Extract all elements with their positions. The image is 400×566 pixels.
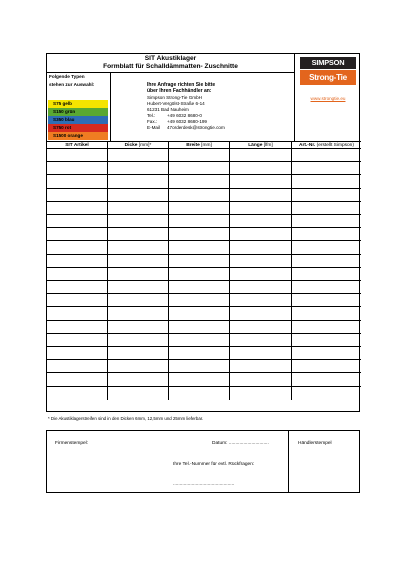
table-cell[interactable]: [47, 189, 108, 201]
column-header-unit: [lfm]: [263, 143, 273, 148]
table-row: [47, 268, 361, 281]
company-street: Hubert-Vergölst-Straße 6-14: [147, 101, 205, 106]
table-row: [47, 294, 361, 307]
table-cell[interactable]: [230, 268, 292, 280]
table-cell[interactable]: [47, 162, 108, 174]
table-cell[interactable]: [47, 268, 108, 280]
table-cell[interactable]: [292, 307, 361, 319]
table-cell[interactable]: [47, 175, 108, 187]
table-cell[interactable]: [169, 162, 230, 174]
table-row: [47, 228, 361, 241]
table-row: [47, 241, 361, 254]
type-item-s750: S750 rot: [48, 124, 108, 132]
stamp-box: [46, 430, 360, 493]
table-cell[interactable]: [47, 202, 108, 214]
table-cell[interactable]: [169, 334, 230, 346]
table-row: [47, 175, 361, 188]
table-cell[interactable]: [47, 149, 108, 161]
table-cell[interactable]: [108, 307, 169, 319]
table-cell[interactable]: [230, 360, 292, 372]
table-cell[interactable]: [230, 281, 292, 293]
table-cell[interactable]: [169, 347, 230, 359]
table-cell[interactable]: [108, 321, 169, 333]
form-subtitle: Formblatt für Schalldämmatten- Zuschnitte: [103, 63, 238, 70]
table-cell[interactable]: [169, 281, 230, 293]
table-cell[interactable]: [108, 334, 169, 346]
table-cell[interactable]: [230, 202, 292, 214]
table-cell[interactable]: [108, 268, 169, 280]
form-title-box: [47, 54, 295, 73]
table-cell[interactable]: [108, 189, 169, 201]
table-cell[interactable]: [108, 149, 169, 161]
table-cell[interactable]: [230, 215, 292, 227]
contact-heading: Ihre Anfrage richten Sie bitte: [147, 82, 216, 88]
table-cell[interactable]: [169, 294, 230, 306]
table-row: [47, 334, 361, 347]
table-cell[interactable]: [108, 294, 169, 306]
types-legend: [47, 73, 111, 141]
table-cell[interactable]: [108, 175, 169, 187]
table-cell[interactable]: [169, 215, 230, 227]
website-link[interactable]: www.strongtie.eu: [310, 96, 346, 101]
table-cell[interactable]: [108, 255, 169, 267]
table-row: [47, 281, 361, 294]
column-header: [47, 142, 108, 148]
stamp-divider: [288, 431, 289, 492]
column-header-label: SIT Artikel: [65, 143, 89, 148]
table-cell[interactable]: [292, 189, 361, 201]
table-cell[interactable]: [169, 202, 230, 214]
table-cell[interactable]: [169, 228, 230, 240]
table-cell[interactable]: [169, 373, 230, 385]
table-cell[interactable]: [47, 321, 108, 333]
phone-question: Ihre Tel.-Nummer für evtl. Rückfragen:: [173, 462, 255, 467]
table-row: [47, 255, 361, 268]
table-cell[interactable]: [169, 307, 230, 319]
column-header: [230, 142, 292, 148]
company-name: Simpson Strong-Tie GmbH: [147, 95, 202, 100]
date-field[interactable]: Datum: ..............................: [212, 441, 269, 446]
table-cell[interactable]: [47, 307, 108, 319]
table-cell[interactable]: [108, 387, 169, 400]
table-cell[interactable]: [47, 334, 108, 346]
table-cell[interactable]: [230, 175, 292, 187]
simpson-logo: SIMPSON: [300, 57, 356, 69]
table-cell[interactable]: [230, 307, 292, 319]
table-cell[interactable]: [230, 162, 292, 174]
contact-info: [111, 73, 295, 141]
type-item-s75: S75 gelb: [48, 100, 108, 108]
strongtie-logo: Strong-Tie: [300, 70, 356, 85]
tel-label: Tel.:: [147, 113, 156, 118]
company-stamp-label: Firmenstempel:: [55, 441, 89, 446]
column-header: [169, 142, 230, 148]
dealer-stamp-label: Händlerstempel: [298, 441, 332, 446]
table-row: [47, 347, 361, 360]
type-item-s150: S150 grün: [48, 108, 108, 116]
table-cell[interactable]: [108, 281, 169, 293]
table-cell[interactable]: [47, 241, 108, 253]
table-cell[interactable]: [230, 321, 292, 333]
table-cell[interactable]: [292, 360, 361, 372]
table-row: [47, 373, 361, 386]
table-cell[interactable]: [292, 255, 361, 267]
tel-value: +49 6032 8680-0: [167, 113, 202, 118]
table-cell[interactable]: [230, 373, 292, 385]
table-cell[interactable]: [169, 241, 230, 253]
table-cell[interactable]: [47, 215, 108, 227]
table-cell[interactable]: [169, 189, 230, 201]
order-table: [47, 141, 361, 148]
table-row: [47, 360, 361, 373]
type-item-s350: S350 blau: [48, 116, 108, 124]
email-value[interactable]: 47orderdesk@strongtie.com: [167, 125, 225, 130]
table-cell[interactable]: [108, 202, 169, 214]
column-header-label: Breite: [186, 143, 202, 148]
table-cell[interactable]: [108, 347, 169, 359]
email-label: E-Mail: [147, 125, 161, 130]
table-row: [47, 307, 361, 320]
table-cell[interactable]: [169, 255, 230, 267]
table-cell[interactable]: [292, 321, 361, 333]
table-cell[interactable]: [47, 228, 108, 240]
table-cell[interactable]: [292, 387, 361, 400]
table-cell[interactable]: [108, 228, 169, 240]
table-cell[interactable]: [230, 228, 292, 240]
table-cell[interactable]: [169, 387, 230, 400]
table-row: [47, 162, 361, 175]
table-cell[interactable]: [169, 149, 230, 161]
table-cell[interactable]: [230, 294, 292, 306]
type-item-s1500: S1500 orange: [48, 132, 108, 140]
order-form: [46, 53, 360, 412]
table-cell[interactable]: [292, 373, 361, 385]
table-cell[interactable]: [169, 321, 230, 333]
table-cell[interactable]: [47, 281, 108, 293]
types-heading-sub: stehen zur Auswahl:: [49, 82, 95, 87]
table-cell[interactable]: [230, 189, 292, 201]
table-cell[interactable]: [108, 162, 169, 174]
column-header: [292, 142, 361, 148]
table-cell[interactable]: [47, 294, 108, 306]
logo-box: [295, 54, 361, 141]
table-cell[interactable]: [292, 268, 361, 280]
table-row: [47, 149, 361, 162]
table-cell[interactable]: [292, 347, 361, 359]
table-cell[interactable]: [230, 255, 292, 267]
table-row: [47, 189, 361, 202]
table-cell[interactable]: [292, 334, 361, 346]
table-cell[interactable]: [169, 175, 230, 187]
table-cell[interactable]: [292, 281, 361, 293]
table-cell[interactable]: [230, 149, 292, 161]
table-cell[interactable]: [47, 347, 108, 359]
table-cell[interactable]: [292, 149, 361, 161]
table-cell[interactable]: [108, 241, 169, 253]
table-cell[interactable]: [292, 241, 361, 253]
table-cell[interactable]: [292, 228, 361, 240]
fax-label: Fax.:: [147, 119, 158, 124]
table-cell[interactable]: [108, 360, 169, 372]
fax-value: +49 6032 8680-199: [167, 119, 207, 124]
column-header-unit: [mm]: [201, 143, 212, 148]
table-row: [47, 215, 361, 228]
table-cell[interactable]: [47, 255, 108, 267]
table-cell[interactable]: [108, 215, 169, 227]
contact-heading-sub: über Ihren Fachhändler an:: [147, 88, 212, 94]
column-header: [108, 142, 169, 148]
table-cell[interactable]: [169, 360, 230, 372]
table-cell[interactable]: [292, 202, 361, 214]
table-header-row: [47, 142, 361, 149]
table-cell[interactable]: [292, 162, 361, 174]
table-cell[interactable]: [47, 387, 108, 400]
column-header-label: Länge: [248, 143, 264, 148]
table-row: [47, 387, 361, 400]
form-title: SIT Akustiklager: [144, 55, 197, 62]
table-cell[interactable]: [230, 347, 292, 359]
table-row: [47, 202, 361, 215]
table-cell[interactable]: [169, 268, 230, 280]
table-cell[interactable]: [292, 175, 361, 187]
column-header-unit: (erstellt Simpson): [316, 143, 354, 148]
table-cell[interactable]: [292, 215, 361, 227]
column-header-label: Dicke: [124, 143, 139, 148]
types-heading: Folgende Typen: [49, 74, 85, 79]
company-city: 61231 Bad Nauheim: [147, 107, 189, 112]
footnote: * Die Akustiklagerstreifen sind in den Dicken 6mm, 12,5mm und 25mm lieferbar.: [48, 416, 204, 421]
column-header-unit: [mm]*: [138, 143, 152, 148]
table-row: [47, 321, 361, 334]
table-cell[interactable]: [47, 360, 108, 372]
column-header-label: Art.-Nr.: [299, 143, 317, 148]
table-cell[interactable]: [292, 294, 361, 306]
table-cell[interactable]: [108, 373, 169, 385]
table-cell[interactable]: [230, 334, 292, 346]
table-cell[interactable]: [230, 387, 292, 400]
table-cell[interactable]: [47, 373, 108, 385]
phone-field[interactable]: ..............................................: [173, 482, 235, 487]
table-cell[interactable]: [230, 241, 292, 253]
